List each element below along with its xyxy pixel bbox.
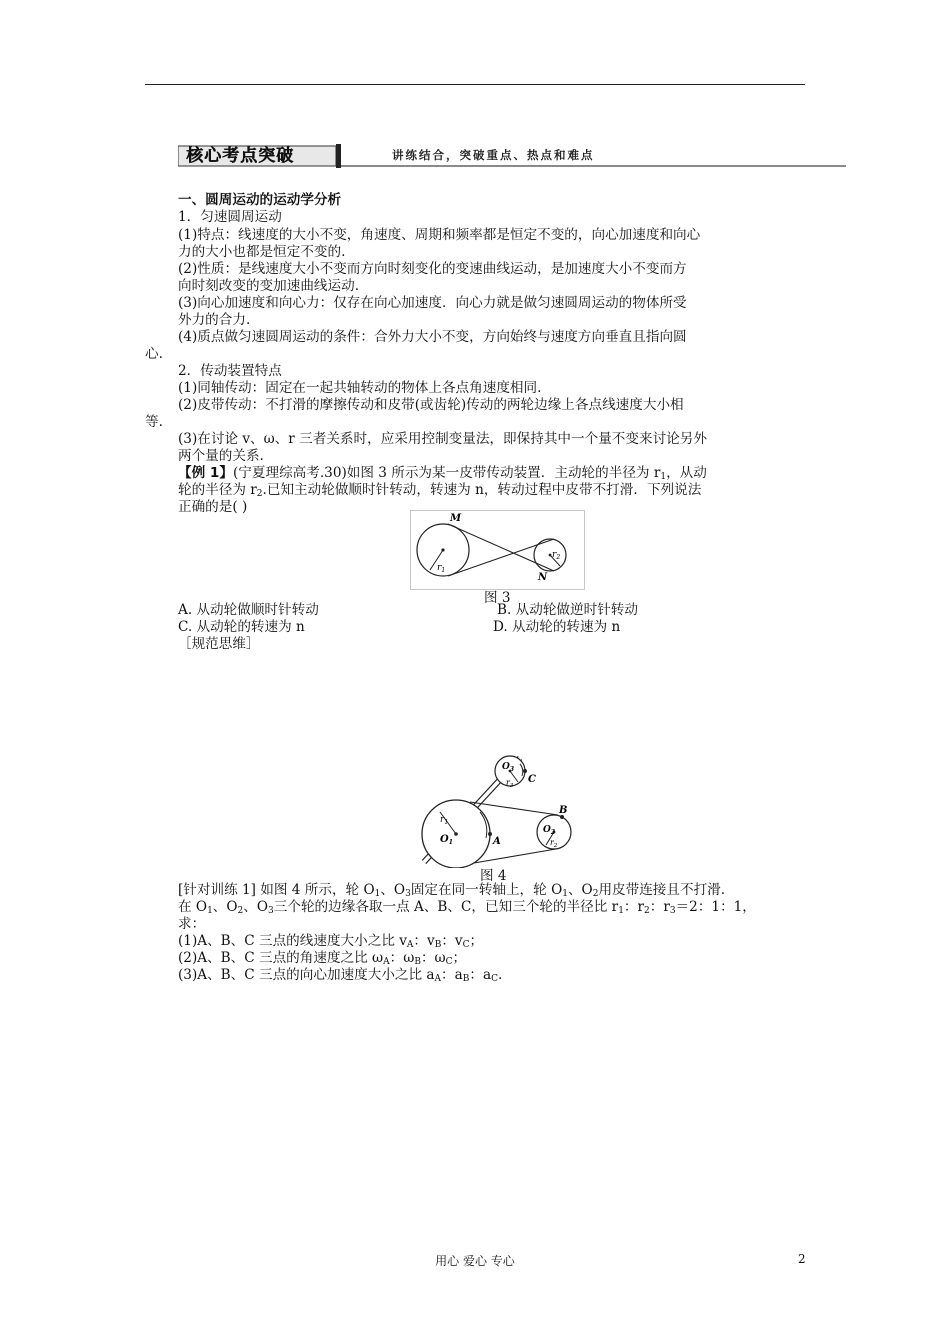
text-line: 心. bbox=[145, 346, 163, 362]
label-O2: $O_2$ bbox=[543, 825, 556, 836]
option-d: D. 从动轮的转速为 n bbox=[493, 619, 621, 635]
label-r1: $r_1$ bbox=[440, 815, 449, 826]
training-line: [针对训练 1] 如图 4 所示，轮 $O_1$、$O_3$固定在同一转轴上，轮 $O_1$、$O_2$用皮带连接且不打滑. bbox=[178, 882, 726, 899]
belt-drive-figure-3 bbox=[410, 510, 585, 590]
label-r3: $r_3$ bbox=[506, 778, 514, 789]
label-C: C bbox=[528, 774, 536, 785]
example-line: 【例 1】(宁夏理综高考.30)如图 3 所示为某一皮带传动装置．主动轮的半径为 $r_1$，从动 bbox=[178, 465, 707, 482]
label-N: N bbox=[538, 572, 548, 583]
label-O1: $O_1$ bbox=[440, 834, 453, 846]
item1-title: 1．匀速圆周运动 bbox=[178, 209, 282, 225]
pulley-figure-4 bbox=[410, 752, 580, 868]
example-tag: 【例 1】 bbox=[178, 465, 233, 481]
banner-subtitle: 讲练结合，突破重点、热点和难点 bbox=[392, 148, 595, 162]
page-footer: 用心 爱心 专心 bbox=[435, 1254, 515, 1268]
label-r2: $r_2$ bbox=[552, 550, 561, 561]
figure-3-caption: 图 3 bbox=[484, 590, 511, 606]
label-O3: $O_3$ bbox=[502, 762, 515, 773]
text-line: (4)质点做匀速圆周运动的条件：合外力大小不变，方向始终与速度方向垂直且指向圆 bbox=[178, 329, 687, 345]
text-line: (1)特点：线速度的大小不变，角速度、周期和频率都是恒定不变的，向心加速度和向心 bbox=[178, 227, 701, 243]
page-number: 2 bbox=[798, 1252, 806, 1266]
text-line: (2)性质：是线速度大小不变而方向时刻变化的变速曲线运动，是加速度大小不变而方 bbox=[178, 261, 687, 277]
label-r2: $r_2$ bbox=[550, 838, 558, 849]
label-B: B bbox=[559, 805, 568, 816]
label-r1: $r_1$ bbox=[437, 563, 446, 574]
option-c: C. 从动轮的转速为 n bbox=[178, 619, 305, 635]
text-line: (3)在讨论 v、ω、r 三者关系时，应采用控制变量法，即保持其中一个量不变来讨论另外 bbox=[178, 431, 707, 447]
example-line: 正确的是( ) bbox=[178, 499, 248, 515]
training-line: 在 $O_1$、$O_2$、$O_3$三个轮的边缘各取一点 A、B、C，已知三个轮的半径比 $r_1$：$r_2$：$r_3=2$：1：1， bbox=[178, 899, 756, 916]
text-line: (3)向心加速度和向心力：仅存在向心加速度．向心力就是做匀速圆周运动的物体所受 bbox=[178, 295, 687, 311]
text-line: 两个量的关系. bbox=[178, 448, 264, 464]
option-a: A. 从动轮做顺时针转动 bbox=[178, 602, 319, 618]
thinking-label: ［规范思维］ bbox=[178, 636, 260, 652]
training-question-3: (3)A、B、C 三点的向心加速度大小之比 $a_A$：$a_B$：$a_C$. bbox=[178, 967, 503, 984]
section-title: 一、圆周运动的运动学分析 bbox=[178, 192, 342, 208]
text-line: (1)同轴传动：固定在一起共轴转动的物体上各点角速度相同. bbox=[178, 380, 542, 396]
label-A: A bbox=[493, 836, 501, 847]
example-line: 轮的半径为 $r_2$.已知主动轮做顺时针转动，转速为 n，转动过程中皮带不打滑．下列说法 bbox=[178, 482, 702, 499]
text-line: 等. bbox=[145, 414, 163, 430]
banner-title: 核心考点突破 bbox=[186, 146, 294, 166]
training-question-2: (2)A、B、C 三点的角速度之比 $\omega_A$：$\omega_B$：$\omega_C$； bbox=[178, 950, 467, 967]
training-question-1: (1)A、B、C 三点的线速度大小之比 $v_A$：$v_B$：$v_C$； bbox=[178, 933, 484, 950]
item2-title: 2．传动装置特点 bbox=[178, 363, 282, 379]
training-line: 求： bbox=[178, 916, 206, 932]
label-M: M bbox=[450, 513, 462, 524]
option-b: B. 从动轮做逆时针转动 bbox=[497, 602, 638, 618]
text-line: 力的大小也都是恒定不变的. bbox=[178, 244, 346, 260]
text-line: 向时刻改变的变加速曲线运动. bbox=[178, 278, 360, 294]
text-line: 外力的合力. bbox=[178, 312, 251, 328]
text-line: (2)皮带传动：不打滑的摩擦传动和皮带(或齿轮)传动的两轮边缘上各点线速度大小相 bbox=[178, 397, 684, 413]
figure-4-caption: 图 4 bbox=[480, 868, 507, 884]
